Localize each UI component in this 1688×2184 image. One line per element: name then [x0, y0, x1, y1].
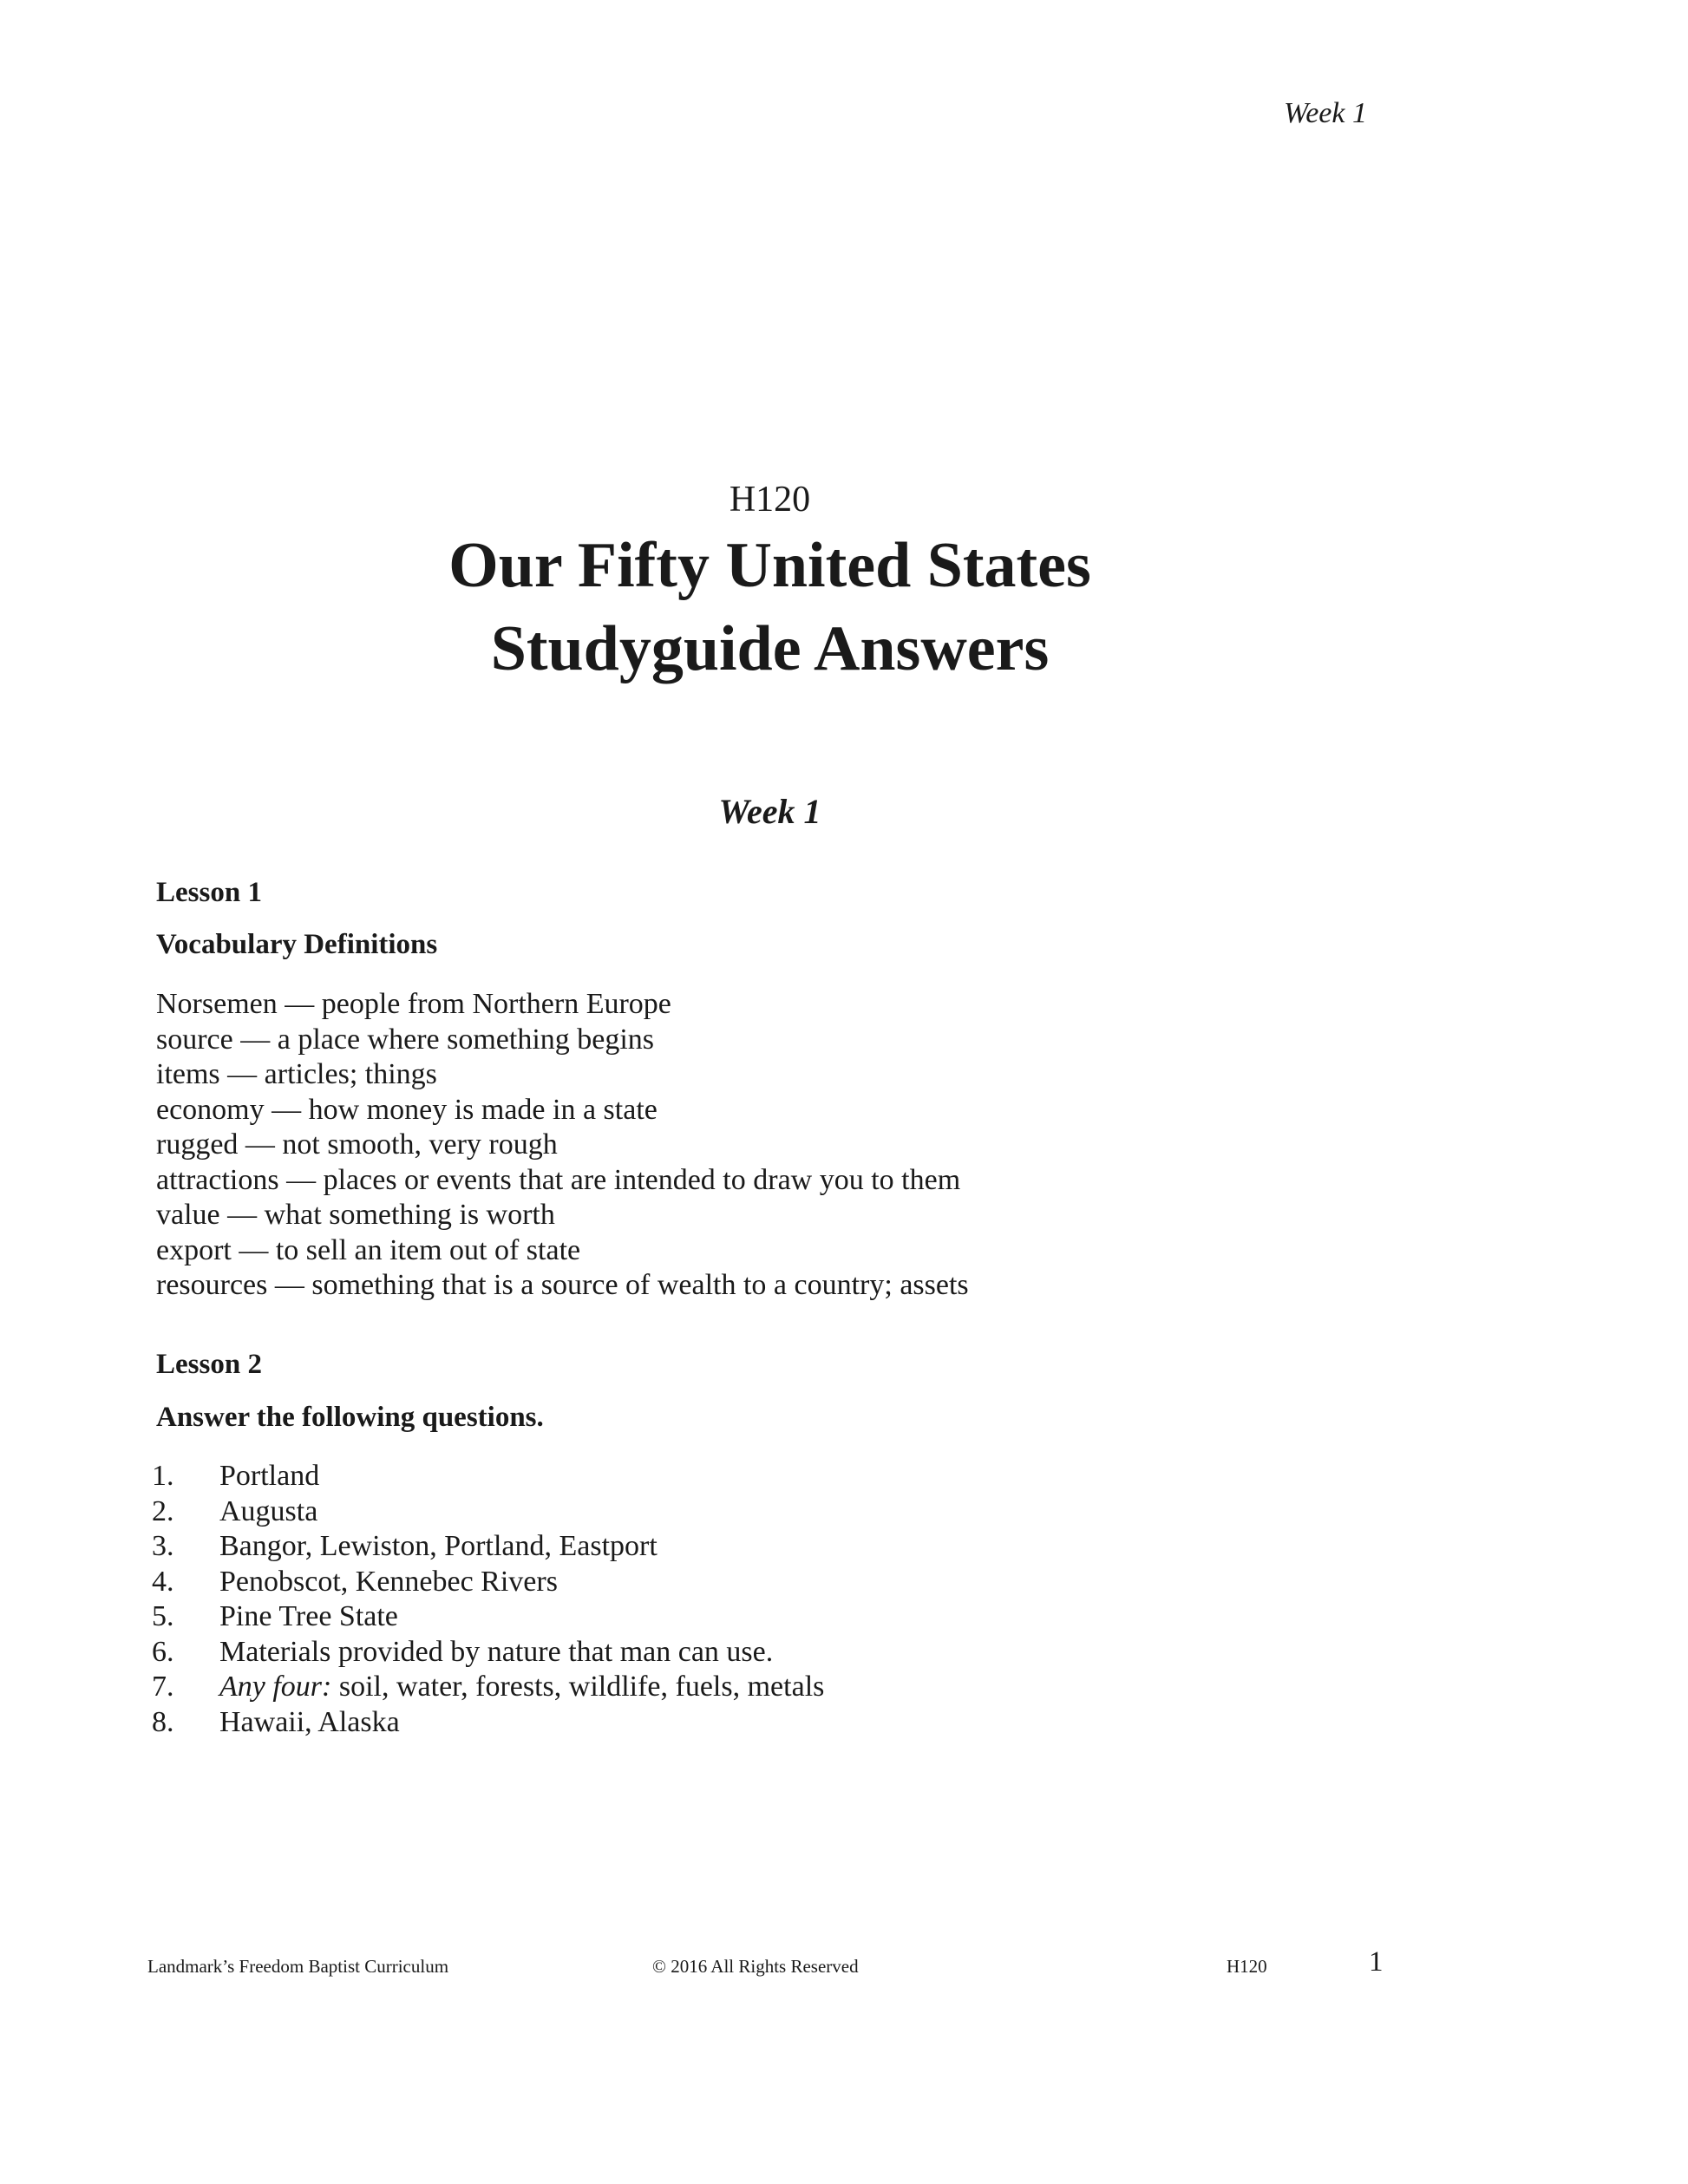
answer-text: Hawaii, Alaska — [219, 1705, 400, 1738]
answer-text: Augusta — [219, 1494, 318, 1527]
vocabulary-heading: Vocabulary Definitions — [156, 929, 438, 960]
footer-publisher: Landmark’s Freedom Baptist Curriculum — [147, 1956, 449, 1977]
title-line-2: Studyguide Answers — [490, 613, 1050, 684]
answer-number: 2. — [152, 1494, 174, 1527]
answer-text: soil, water, forests, wildlife, fuels, metals — [331, 1671, 825, 1703]
answer-number: 6. — [152, 1635, 174, 1668]
answer-item — [152, 1459, 824, 1494]
footer-copyright: © 2016 All Rights Reserved — [652, 1956, 859, 1977]
answer-list — [152, 1459, 824, 1740]
title-line-1: Our Fifty United States — [448, 530, 1091, 601]
answer-number: 7. — [152, 1671, 174, 1703]
questions-heading: Answer the following questions. — [156, 1402, 544, 1433]
vocab-item: economy — how money is made in a state — [156, 1093, 658, 1126]
vocab-item: source — a place where something begins — [156, 1023, 655, 1056]
answer-item — [152, 1529, 824, 1565]
answer-item — [152, 1635, 824, 1671]
answer-item — [152, 1565, 824, 1600]
vocabulary-list — [156, 987, 969, 1304]
lesson-2-heading: Lesson 2 — [156, 1349, 262, 1380]
answer-item — [152, 1705, 824, 1741]
vocab-item: rugged — not smooth, very rough — [156, 1128, 558, 1161]
vocab-item: attractions — places or events that are intended to draw you to them — [156, 1163, 961, 1196]
vocab-item: resources — something that is a source of wealth to a country; assets — [156, 1269, 969, 1301]
title-block — [0, 475, 1540, 690]
answer-number: 5. — [152, 1600, 174, 1632]
answer-text: Penobscot, Kennebec Rivers — [219, 1565, 558, 1598]
answer-number: 3. — [152, 1530, 174, 1562]
answer-text: Pine Tree State — [219, 1600, 398, 1632]
answer-item — [152, 1599, 824, 1635]
answer-item — [152, 1494, 824, 1530]
week-heading: Week 1 — [718, 792, 821, 831]
answer-text: Portland — [219, 1460, 320, 1492]
vocab-item: export — to sell an item out of state — [156, 1233, 581, 1266]
lesson-1-heading: Lesson 1 — [156, 877, 262, 908]
vocab-item: items — articles; things — [156, 1058, 437, 1090]
answer-number: 4. — [152, 1565, 174, 1598]
vocab-item: value — what something is worth — [156, 1199, 555, 1231]
page-number: 1 — [1369, 1946, 1384, 1978]
answer-number: 1. — [152, 1460, 174, 1492]
running-head: Week 1 — [1284, 97, 1367, 129]
course-code: H120 — [729, 480, 811, 520]
answer-text: Bangor, Lewiston, Portland, Eastport — [219, 1530, 658, 1562]
answer-item — [152, 1670, 824, 1705]
vocab-item: Norsemen — people from Northern Europe — [156, 988, 671, 1020]
footer-course-code: H120 — [1227, 1956, 1267, 1977]
answer-number: 8. — [152, 1705, 174, 1738]
answer-prefix: Any four: — [219, 1671, 332, 1703]
answer-text: Materials provided by nature that man can use. — [219, 1635, 774, 1668]
